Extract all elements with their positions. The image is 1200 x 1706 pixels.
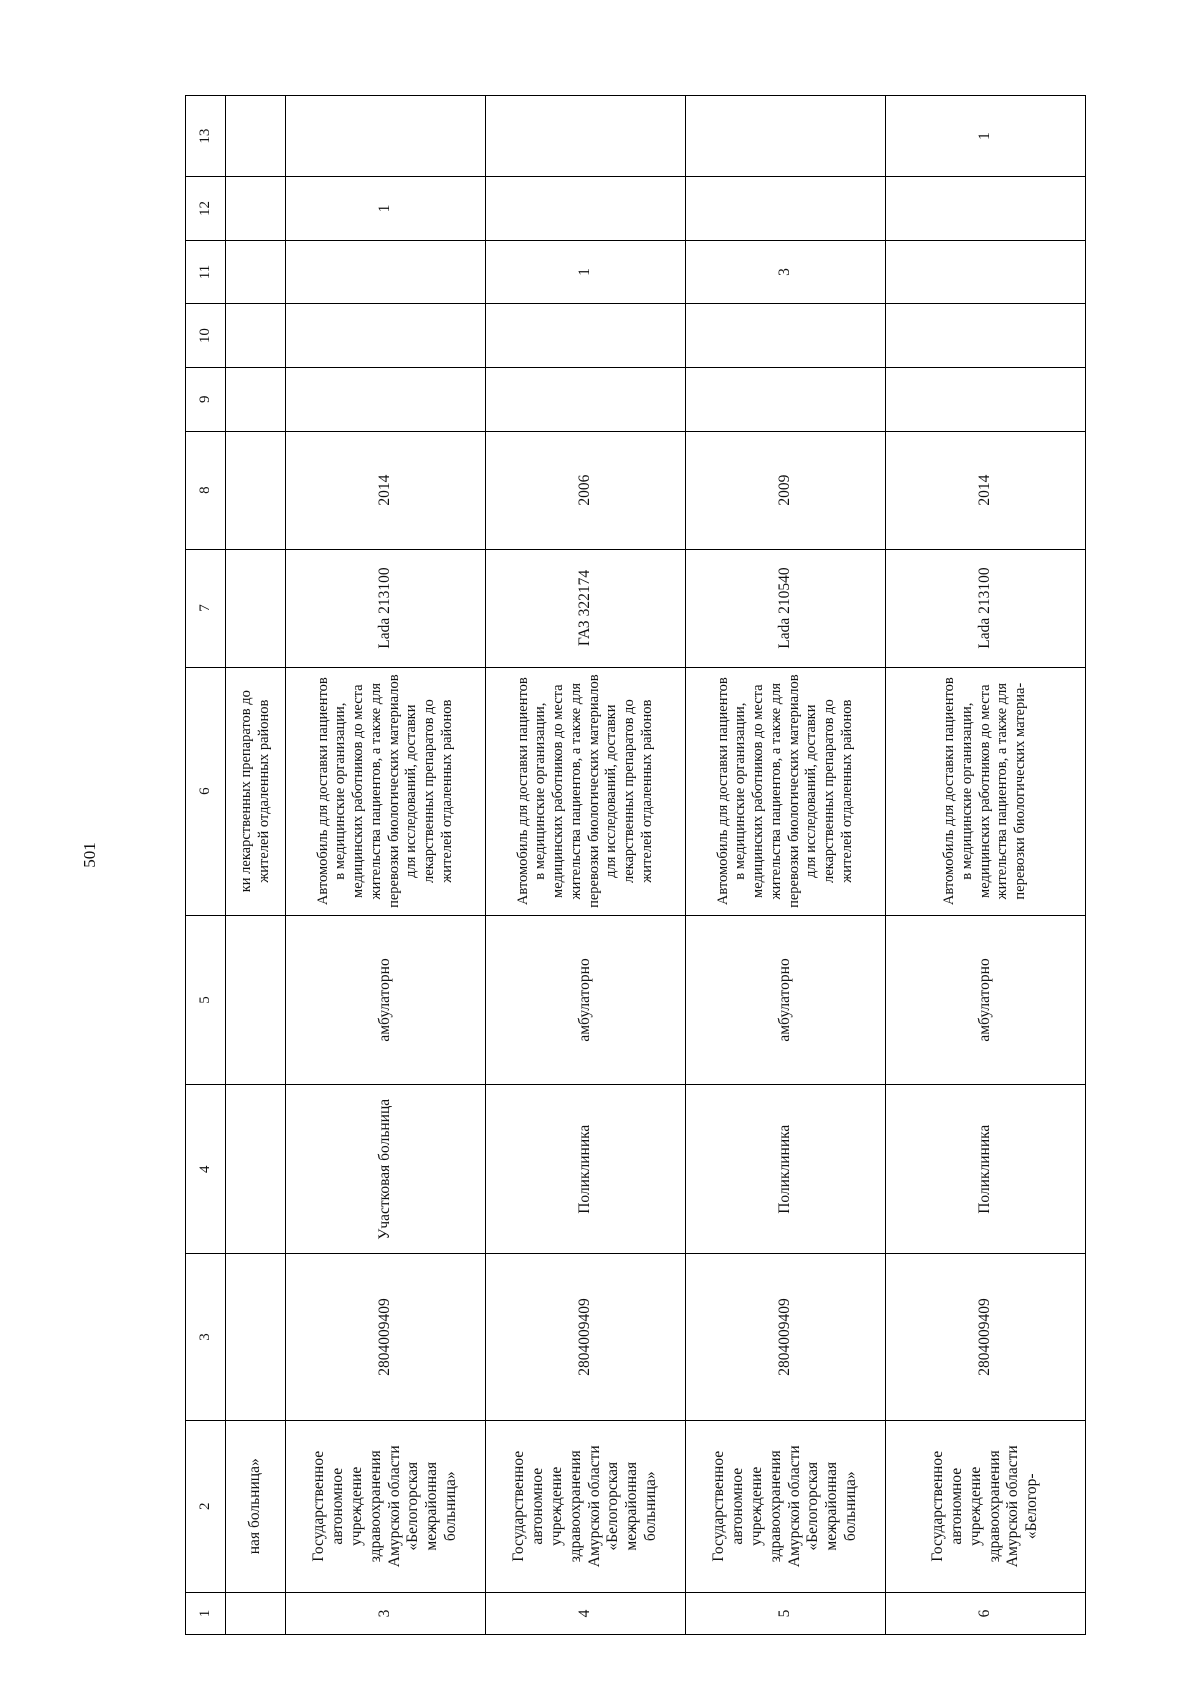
year-cell: 2006 <box>486 431 686 549</box>
table-cell <box>226 304 286 368</box>
count-cell <box>686 177 886 241</box>
count-cell <box>886 304 1086 368</box>
count-cell <box>286 367 486 431</box>
table-row <box>886 96 1086 1635</box>
table-row <box>286 96 486 1635</box>
header-cell: 10 <box>186 304 226 368</box>
unit-cell: Участковая больница <box>286 1085 486 1254</box>
continuation-row <box>226 96 286 1635</box>
row-number-cell: 4 <box>486 1592 686 1634</box>
count-cell <box>486 367 686 431</box>
inn-cell: 2804009409 <box>686 1254 886 1420</box>
purpose-cell: ки лекарственных препаратов до жителей отдаленных районов <box>226 667 286 915</box>
row-number-cell: 5 <box>686 1592 886 1634</box>
table-cell <box>226 96 286 177</box>
unit-cell: Поликлиника <box>486 1085 686 1254</box>
count-cell <box>486 96 686 177</box>
mode-cell: амбулаторно <box>886 915 1086 1084</box>
header-cell: 13 <box>186 96 226 177</box>
table-container <box>185 95 1085 1635</box>
table-row <box>686 96 886 1635</box>
purpose-cell: Автомобиль для доставки пациентов в медицинские организации, медицинских работников до места жительства пациентов, а также для перевозки биологических материалов для исследований, доставки лекарственных препаратов до жителей отдаленных районов <box>286 667 486 915</box>
table-cell <box>226 240 286 304</box>
org-name-cell: Государственное автономное учреждение здравоохранения Амурской области «Белогор- <box>886 1420 1086 1592</box>
row-number-cell: 3 <box>286 1592 486 1634</box>
table-cell <box>226 1085 286 1254</box>
year-cell: 2014 <box>286 431 486 549</box>
count-cell <box>686 304 886 368</box>
org-name-cell: Государственное автономное учреждение здравоохранения Амурской области «Белогорская межрайонная больница» <box>686 1420 886 1592</box>
year-cell: 2014 <box>886 431 1086 549</box>
purpose-cell: Автомобиль для доставки пациентов в медицинские организации, медицинских работников до места жительства пациентов, а также для перевозки биологических материалов для исследований, доставки лекарственных препаратов до жителей отдаленных районов <box>686 667 886 915</box>
model-cell: Lada 213100 <box>286 549 486 667</box>
header-cell: 7 <box>186 549 226 667</box>
table-cell <box>226 915 286 1084</box>
count-cell <box>486 177 686 241</box>
org-name-cell: Государственное автономное учреждение здравоохранения Амурской области «Белогорская межрайонная больница» <box>286 1420 486 1592</box>
model-cell: Lada 213100 <box>886 549 1086 667</box>
count-cell <box>286 240 486 304</box>
inn-cell: 2804009409 <box>886 1254 1086 1420</box>
page-number: 501 <box>80 842 99 868</box>
count-cell: 1 <box>886 96 1086 177</box>
row-number-cell: 6 <box>886 1592 1086 1634</box>
header-cell: 11 <box>186 240 226 304</box>
table-cell <box>226 1254 286 1420</box>
purpose-cell: Автомобиль для доставки пациентов в медицинские организации, медицинских работников до места жительства пациентов, а также для перевозки биологических материа- <box>886 667 1086 915</box>
header-cell: 3 <box>186 1254 226 1420</box>
header-cell: 2 <box>186 1420 226 1592</box>
register-table <box>185 95 1086 1635</box>
inn-cell: 2804009409 <box>286 1254 486 1420</box>
header-cell: 8 <box>186 431 226 549</box>
model-cell: Lada 210540 <box>686 549 886 667</box>
org-name-cell: Государственное автономное учреждение здравоохранения Амурской области «Белогорская межрайонная больница» <box>486 1420 686 1592</box>
mode-cell: амбулаторно <box>686 915 886 1084</box>
rotated-table-frame <box>185 95 1085 1635</box>
table-cell <box>226 367 286 431</box>
table-row <box>486 96 686 1635</box>
org-name-cell: ная больница» <box>226 1420 286 1592</box>
count-cell <box>886 240 1086 304</box>
header-cell: 1 <box>186 1592 226 1634</box>
count-cell <box>886 367 1086 431</box>
header-cell: 4 <box>186 1085 226 1254</box>
count-cell <box>886 177 1086 241</box>
header-cell: 6 <box>186 667 226 915</box>
count-cell: 1 <box>486 240 686 304</box>
table-cell <box>226 177 286 241</box>
header-row <box>186 96 226 1635</box>
year-cell: 2009 <box>686 431 886 549</box>
count-cell <box>686 367 886 431</box>
header-cell: 12 <box>186 177 226 241</box>
model-cell: ГАЗ 322174 <box>486 549 686 667</box>
count-cell <box>686 96 886 177</box>
mode-cell: амбулаторно <box>486 915 686 1084</box>
count-cell <box>286 304 486 368</box>
count-cell: 1 <box>286 177 486 241</box>
header-cell: 5 <box>186 915 226 1084</box>
count-cell: 3 <box>686 240 886 304</box>
unit-cell: Поликлиника <box>686 1085 886 1254</box>
purpose-cell: Автомобиль для доставки пациентов в медицинские организации, медицинских работников до места жительства пациентов, а также для перевозки биологических материалов для исследований, доставки лекарственных препаратов до жителей отдаленных районов <box>486 667 686 915</box>
unit-cell: Поликлиника <box>886 1085 1086 1254</box>
table-cell <box>226 431 286 549</box>
table-cell <box>226 1592 286 1634</box>
header-cell: 9 <box>186 367 226 431</box>
count-cell <box>286 96 486 177</box>
inn-cell: 2804009409 <box>486 1254 686 1420</box>
table-cell <box>226 549 286 667</box>
count-cell <box>486 304 686 368</box>
mode-cell: амбулаторно <box>286 915 486 1084</box>
